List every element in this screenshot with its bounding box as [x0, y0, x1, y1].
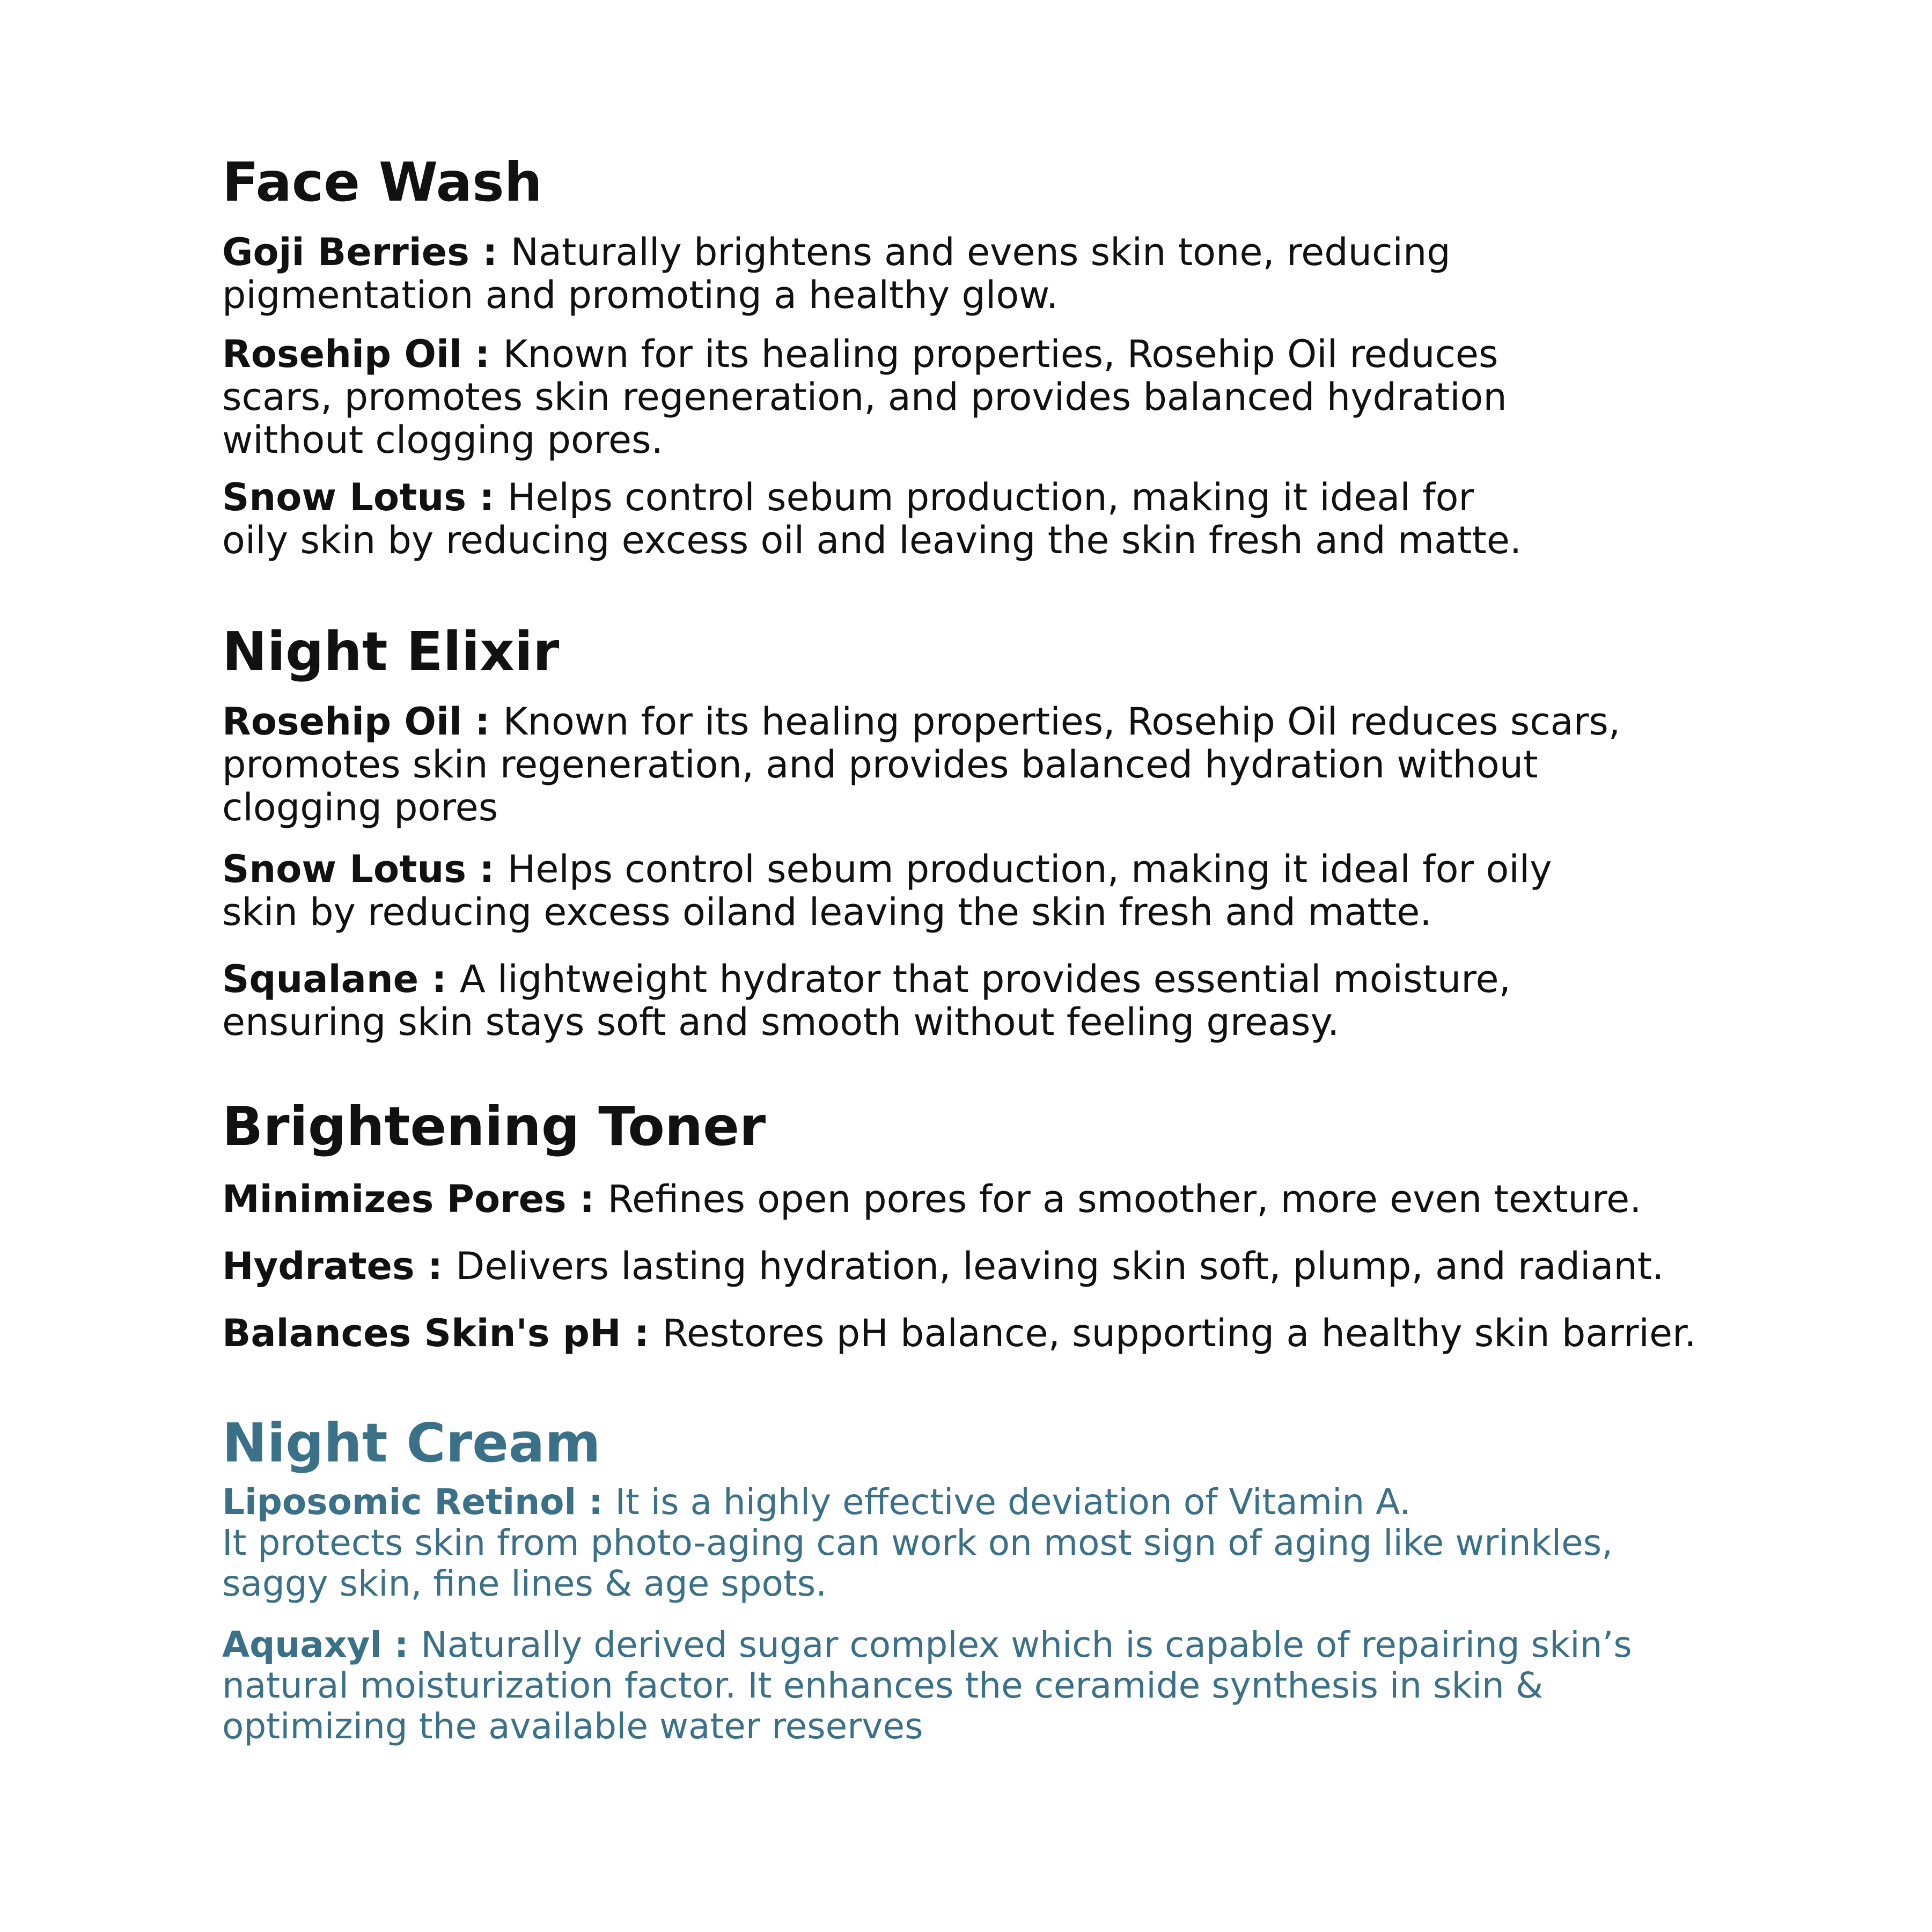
ingredient-entry-hydrates — [222, 1245, 1746, 1288]
ingredient-entry-rosehip-oil — [222, 700, 1746, 829]
ingredient-description: Naturally derived sugar complex which is capable of repairing skin’s — [421, 1624, 1632, 1665]
ingredient-description: Naturally brightens and evens skin tone, reducing — [510, 230, 1451, 274]
ingredient-description: It is a highly effective deviation of Vitamin A. — [615, 1481, 1411, 1523]
entry-line: saggy skin, fine lines & age spots. — [222, 1563, 827, 1604]
ingredient-description: Delivers lasting hydration, leaving skin soft, plump, and radiant. — [456, 1244, 1664, 1288]
entry-line — [222, 1178, 1746, 1221]
entry-line: promotes skin regeneration, and provides balanced hydration without — [222, 743, 1538, 787]
section-night-elixir — [222, 620, 1746, 1044]
entry-line: pigmentation and promoting a healthy glow. — [222, 273, 1059, 317]
ingredient-entry-squalane — [222, 958, 1746, 1044]
ingredient-name: Aquaxyl : — [222, 1624, 421, 1665]
entry-line — [222, 231, 1746, 274]
ingredient-description: Helps control sebum production, making it ideal for oily — [507, 847, 1552, 891]
entry-line: optimizing the available water reserves — [222, 1706, 923, 1747]
ingredient-description: A lightweight hydrator that provides essential moisture, — [459, 957, 1511, 1001]
ingredient-description: Known for its healing properties, Rosehip Oil reduces scars, — [503, 700, 1621, 744]
ingredient-name: Balances Skin's pH : — [222, 1311, 663, 1355]
entry-line — [222, 958, 1746, 1001]
ingredient-name: Squalane : — [222, 957, 460, 1001]
entry-line: skin by reducing excess oiland leaving the skin fresh and matte. — [222, 890, 1432, 934]
ingredient-name: Snow Lotus : — [222, 847, 508, 891]
section-night-cream — [222, 1412, 1746, 1747]
entry-line: It protects skin from photo-aging can work on most sign of aging like wrinkles, — [222, 1522, 1613, 1563]
ingredient-name: Liposomic Retinol : — [222, 1481, 615, 1523]
entry-line — [222, 1625, 1746, 1665]
ingredient-name: Minimizes Pores : — [222, 1177, 608, 1221]
ingredient-name: Rosehip Oil : — [222, 700, 503, 744]
ingredient-name: Hydrates : — [222, 1244, 456, 1288]
ingredient-description: Restores pH balance, supporting a healthy skin barrier. — [662, 1311, 1696, 1355]
ingredient-entry-rosehip-oil — [222, 333, 1746, 461]
entry-line: ensuring skin stays soft and smooth without feeling greasy. — [222, 1000, 1340, 1044]
entry-line — [222, 1312, 1746, 1355]
ingredient-description: Helps control sebum production, making it ideal for — [507, 475, 1474, 519]
entry-line: natural moisturization factor. It enhances the ceramide synthesis in skin & — [222, 1665, 1544, 1706]
entry-line — [222, 700, 1746, 743]
section-title: Night Cream — [222, 1412, 601, 1474]
ingredient-entry-snow-lotus — [222, 848, 1746, 934]
entry-line: without clogging pores. — [222, 418, 663, 462]
ingredient-description: Known for its healing properties, Rosehip Oil reduces — [503, 332, 1498, 376]
ingredient-name: Snow Lotus : — [222, 475, 508, 519]
entry-line — [222, 1245, 1746, 1288]
ingredient-description: Refines open pores for a smoother, more even texture. — [607, 1177, 1642, 1221]
entry-line: scars, promotes skin regeneration, and provides balanced hydration — [222, 375, 1507, 419]
section-title: Brightening Toner — [222, 1095, 766, 1158]
entry-line — [222, 1482, 1746, 1523]
entry-line — [222, 476, 1746, 519]
ingredient-name: Rosehip Oil : — [222, 332, 503, 376]
section-title: Face Wash — [222, 151, 542, 214]
entry-line — [222, 848, 1746, 891]
ingredient-name: Goji Berries : — [222, 230, 511, 274]
ingredient-entry-minimizes-pores — [222, 1178, 1746, 1221]
entry-line: oily skin by reducing excess oil and leaving the skin fresh and matte. — [222, 518, 1522, 562]
ingredient-entry-aquaxyl — [222, 1625, 1746, 1747]
section-brightening-toner — [222, 1095, 1746, 1355]
entry-line — [222, 333, 1746, 376]
ingredient-entry-snow-lotus — [222, 476, 1746, 562]
section-face-wash — [222, 151, 1746, 562]
ingredient-entry-goji-berries — [222, 231, 1746, 317]
ingredient-entry-liposomic-retinol — [222, 1482, 1746, 1604]
ingredient-entry-balances-ph — [222, 1312, 1746, 1355]
entry-line: clogging pores — [222, 785, 498, 829]
section-title: Night Elixir — [222, 620, 560, 683]
